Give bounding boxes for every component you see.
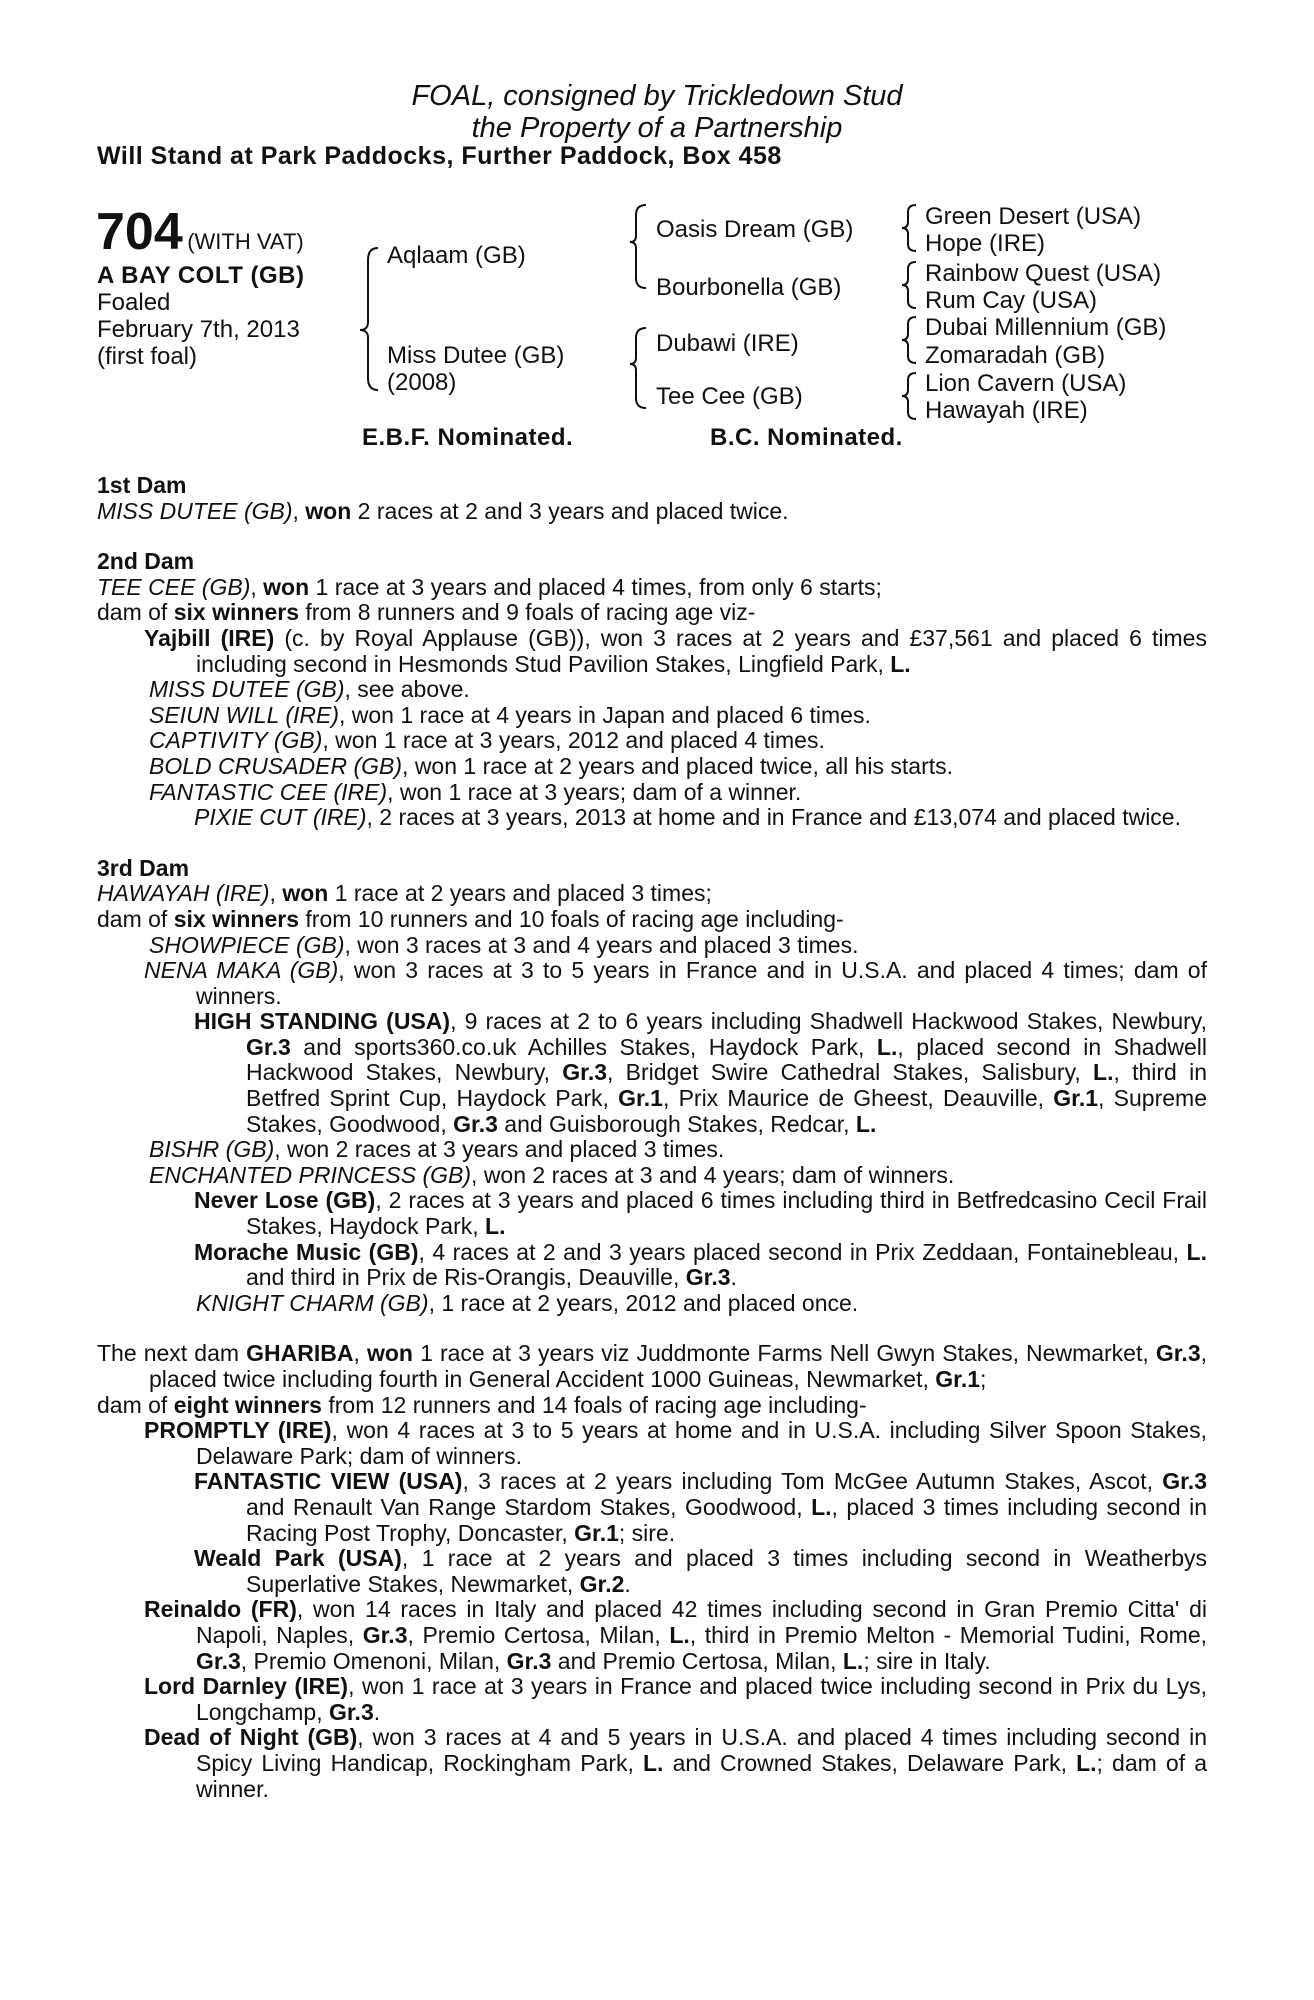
- foal-note: (first foal): [97, 343, 198, 370]
- group-mark: Gr.3: [562, 1059, 608, 1086]
- first-dam-text: 2 races at 2 and 3 years and placed twice.: [351, 497, 789, 524]
- race-record: 1 race at 3 years viz Juddmonte Farms Nell Gwyn Stakes, Newmarket,: [412, 1340, 1156, 1367]
- horse-name: Never Lose (GB): [194, 1187, 376, 1214]
- produce-morache-music: [97, 1240, 1207, 1291]
- horse-name: Morache Music (GB): [194, 1238, 419, 1265]
- pedigree-dam-dam: Tee Cee (GB): [656, 383, 803, 410]
- next-dam-name: GHARIBA: [246, 1340, 354, 1367]
- pedigree-sdd: Rum Cay (USA): [925, 287, 1098, 314]
- group-mark: Gr.1: [1053, 1085, 1099, 1112]
- produce-lord-darnley: [97, 1674, 1207, 1725]
- race-record: , 9 races at 2 to 6 years including Shadwell Hackwood Stakes, Newbury,: [450, 1008, 1207, 1035]
- race-record: , placed second in Shadwell Hackwood Stakes, Newbury,: [246, 1033, 1207, 1086]
- horse-name: CAPTIVITY (GB): [149, 727, 323, 754]
- race-record: , 1 race at 2 years, 2012 and placed once.: [428, 1289, 859, 1316]
- dam-of-post: from 8 runners and 9 foals of racing age viz-: [299, 599, 756, 626]
- dam-of-post: from 10 runners and 10 foals of racing age including-: [299, 905, 844, 932]
- race-record: , won 1 race at 2 years and placed twice, all his starts.: [402, 752, 954, 779]
- second-dam-produce: [97, 600, 1207, 626]
- horse-name: MISS DUTEE (GB): [149, 676, 345, 703]
- race-record: , won 14 races in Italy and placed 42 times including second in Gran Premio Citta' di Napoli, Naples,: [196, 1596, 1207, 1648]
- listed-mark: L.: [1076, 1749, 1097, 1776]
- listed-mark: L.: [890, 650, 911, 677]
- race-record: , Supreme Stakes, Goodwood,: [246, 1085, 1207, 1137]
- group-mark: Gr.3: [362, 1621, 408, 1648]
- second-dam-name: TEE CEE (GB): [97, 573, 251, 600]
- foaled-label: Foaled: [97, 289, 171, 316]
- race-record: ; sire in Italy.: [863, 1647, 991, 1674]
- race-record: ; sire.: [618, 1519, 676, 1546]
- produce-weald-park: [97, 1546, 1207, 1597]
- group-mark: Gr.3: [1162, 1468, 1207, 1495]
- produce-dead-of-night: [97, 1725, 1207, 1802]
- horse-name: Lord Darnley (IRE): [144, 1673, 349, 1700]
- race-record: and Crowned Stakes, Delaware Park,: [663, 1749, 1077, 1776]
- horse-name: BOLD CRUSADER (GB): [149, 752, 403, 779]
- race-record: and Renault Van Range Stardom Stakes, Goodwood,: [246, 1493, 812, 1520]
- third-dam-entry: HAWAYAH (IRE), won 1 race at 2 years and placed 3 times;: [97, 880, 712, 907]
- horse-name: Reinaldo (FR): [144, 1596, 297, 1623]
- location-line: Will Stand at Park Paddocks, Further Paddock, Box 458: [97, 142, 782, 170]
- horse-name: BISHR (GB): [149, 1136, 275, 1163]
- race-record: , 3 races at 2 years including Tom McGee Autumn Stakes, Ascot,: [462, 1468, 1163, 1495]
- produce-captivity: [97, 728, 1207, 754]
- group-mark: Gr.1: [574, 1519, 619, 1546]
- third-dam-won: won: [282, 880, 329, 907]
- horse-name: Weald Park (USA): [194, 1545, 402, 1572]
- race-record: , see above.: [344, 676, 470, 703]
- race-record: , won 2 races at 3 and 4 years; dam of winners.: [471, 1161, 955, 1188]
- pedigree-ssd: Hope (IRE): [925, 230, 1046, 257]
- horse-name: KNIGHT CHARM (GB): [196, 1289, 429, 1316]
- race-record: , won 2 races at 3 years and placed 3 times.: [274, 1136, 725, 1163]
- horse-name: SHOWPIECE (GB): [149, 931, 345, 958]
- group-mark: Gr.1: [935, 1366, 981, 1392]
- pedigree-dam-sire: Dubawi (IRE): [656, 330, 799, 357]
- race-record: , won 1 race at 3 years in France and placed twice including second in Prix du Lys, Longchamp,: [196, 1673, 1207, 1725]
- race-record: , 2 races at 3 years and placed 6 times including third in Betfredcasino Cecil Frail Stakes, Haydock Park,: [246, 1187, 1208, 1240]
- listed-mark: L.: [855, 1110, 877, 1137]
- listed-mark: L.: [643, 1749, 664, 1776]
- produce-fantastic-cee: [97, 780, 1207, 806]
- third-dam-produce: [97, 907, 1207, 933]
- horse-name: Yajbill (IRE): [144, 624, 275, 651]
- second-dam-won: won: [263, 573, 310, 600]
- horse-name: NENA MAKA (GB): [144, 957, 339, 984]
- produce-never-lose: [97, 1188, 1207, 1239]
- horse-name: FANTASTIC CEE (IRE): [149, 778, 388, 805]
- race-record: and Guisborough Stakes, Redcar,: [497, 1110, 856, 1137]
- produce-seiun-will: [97, 703, 1207, 729]
- produce-fantastic-view: [97, 1469, 1207, 1546]
- produce-knight-charm: [97, 1291, 1207, 1317]
- lot-number: 704: [96, 203, 183, 261]
- produce-showpiece: [97, 933, 1207, 959]
- race-record: , won 1 race at 3 years, 2012 and placed 4 times.: [322, 727, 825, 754]
- pedigree-dam-year: (2008): [387, 369, 457, 396]
- listed-mark: L.: [811, 1493, 832, 1520]
- next-dam-produce: [97, 1393, 1207, 1419]
- vat-label: (WITH VAT): [187, 229, 304, 254]
- horse-name: PIXIE CUT (IRE): [194, 804, 367, 831]
- horse-name: ENCHANTED PRINCESS (GB): [149, 1161, 472, 1188]
- dam-of-pre: dam of: [97, 599, 174, 626]
- listed-mark: L.: [669, 1621, 690, 1648]
- produce-miss-dutee: [97, 677, 1207, 703]
- produce-promptly: [97, 1418, 1207, 1469]
- pedigree-ddd: Hawayah (IRE): [925, 397, 1088, 424]
- group-mark: Gr.3: [453, 1110, 498, 1137]
- pedigree-sire-dam: Bourbonella (GB): [656, 274, 842, 301]
- dam-of-pre: dam of: [97, 905, 174, 932]
- ebf-nominated: E.B.F. Nominated.: [362, 424, 574, 451]
- horse-name: HIGH STANDING (USA): [194, 1008, 451, 1035]
- first-dam-heading: 1st Dam: [97, 472, 187, 498]
- listed-mark: L.: [876, 1033, 898, 1060]
- third-dam-heading: 3rd Dam: [97, 854, 190, 881]
- third-dam-name: HAWAYAH (IRE): [97, 880, 270, 907]
- group-mark: Gr.3: [196, 1647, 241, 1674]
- race-record: , won 3 races at 3 to 5 years in France and in U.S.A. and placed 4 times; dam of winners.: [196, 957, 1207, 1009]
- race-record: .: [373, 1698, 381, 1725]
- race-record: , 4 races at 2 and 3 years placed second in Prix Zeddaan, Fontainebleau,: [418, 1238, 1187, 1265]
- race-record: , third in Premio Melton - Memorial Tudini, Rome,: [689, 1621, 1207, 1648]
- second-dam-heading: 2nd Dam: [97, 548, 195, 575]
- race-record: ; dam of a winner.: [196, 1749, 1207, 1802]
- race-record: , won 1 race at 4 years in Japan and placed 6 times.: [339, 701, 871, 728]
- next-dam-pre: The next dam: [97, 1340, 247, 1367]
- consignor-line: FOAL, consigned by Trickledown Stud: [411, 80, 903, 112]
- separator: ,: [353, 1340, 367, 1367]
- third-dam-text: 1 race at 2 years and placed 3 times;: [328, 880, 712, 907]
- produce-yajbill: [97, 626, 1207, 677]
- race-record: , Bridget Swire Cathedral Stakes, Salisbury,: [607, 1059, 1094, 1086]
- pedigree-dam: Miss Dutee (GB): [387, 342, 565, 369]
- group-mark: Gr.3: [685, 1264, 731, 1291]
- group-mark: Gr.1: [618, 1085, 663, 1112]
- horse-name: FANTASTIC VIEW (USA): [194, 1468, 463, 1495]
- group-mark: Gr.3: [328, 1698, 374, 1725]
- race-record: , third in Betfred Sprint Cup, Haydock Park,: [246, 1059, 1207, 1112]
- race-record: ;: [980, 1366, 987, 1392]
- next-dam-entry: [97, 1341, 1207, 1392]
- race-record: .: [624, 1570, 631, 1597]
- race-record: .: [730, 1264, 737, 1291]
- property-line: the Property of a Partnership: [471, 112, 843, 144]
- race-record: , won 1 race at 3 years; dam of a winner.: [387, 778, 802, 805]
- race-record: , 1 race at 2 years and placed 3 times including second in Weatherbys Superlative Stakes, Newmarket,: [246, 1545, 1207, 1597]
- horse-name: Dead of Night (GB): [144, 1724, 358, 1751]
- produce-bishr: [97, 1137, 1207, 1163]
- horse-name: SEIUN WILL (IRE): [149, 701, 339, 728]
- race-record: and third in Prix de Ris-Orangis, Deauville,: [246, 1264, 686, 1291]
- race-record: , placed 3 times including second in Racing Post Trophy, Doncaster,: [246, 1493, 1207, 1546]
- produce-high-standing: [97, 1009, 1207, 1137]
- first-dam-entry: MISS DUTEE (GB), won 2 races at 2 and 3 years and placed twice.: [97, 497, 789, 524]
- pedigree-sss: Green Desert (USA): [925, 203, 1142, 230]
- produce-reinaldo: [97, 1597, 1207, 1674]
- produce-bold-crusader: [97, 754, 1207, 780]
- horse-name: PROMPTLY (IRE): [144, 1417, 332, 1444]
- dam-of-winners: six winners: [173, 905, 299, 932]
- group-mark: Gr.3: [246, 1033, 291, 1060]
- group-mark: Gr.2: [579, 1570, 625, 1597]
- race-record: (c. by Royal Applause (GB)), won 3 races at 2 years and £37,561 and placed 6 times including second in Hesmonds Stud Pavilion Stakes, Lingfield Park,: [196, 624, 1207, 677]
- race-record: , placed twice including fourth in General Accident 1000 Guineas, Newmarket,: [149, 1340, 1208, 1392]
- listed-mark: L.: [1093, 1059, 1114, 1086]
- catalogue-body: [97, 473, 1207, 1802]
- race-record: , Prix Maurice de Gheest, Deauville,: [662, 1085, 1054, 1112]
- race-record: , Premio Omenoni, Milan,: [240, 1647, 507, 1674]
- foaled-date: February 7th, 2013: [97, 316, 300, 343]
- dam-of-pre: dam of: [97, 1391, 174, 1418]
- race-record: and Premio Certosa, Milan,: [551, 1647, 843, 1674]
- first-dam-won: won: [305, 497, 352, 524]
- dam-of-winners: six winners: [173, 599, 299, 626]
- second-dam-entry: TEE CEE (GB), won 1 race at 3 years and placed 4 times, from only 6 starts;: [97, 573, 882, 600]
- first-dam-name: MISS DUTEE (GB): [97, 497, 293, 524]
- second-dam-text: 1 race at 3 years and placed 4 times, from only 6 starts;: [309, 573, 882, 600]
- race-record: , won 3 races at 3 and 4 years and placed 3 times.: [344, 931, 859, 958]
- produce-pixie-cut: [97, 805, 1207, 831]
- race-record: , won 3 races at 4 and 5 years in U.S.A. and placed 4 times including second in Spicy Living Handicap, Rockingham Park,: [196, 1724, 1207, 1776]
- lot-name: A BAY COLT (GB): [97, 262, 305, 289]
- next-dam-won: won: [366, 1340, 413, 1367]
- listed-mark: L.: [1186, 1238, 1207, 1265]
- bc-nominated: B.C. Nominated.: [710, 424, 903, 451]
- listed-mark: L.: [485, 1213, 506, 1240]
- race-record: , 2 races at 3 years, 2013 at home and in France and £13,074 and placed twice.: [366, 804, 1181, 831]
- group-mark: Gr.3: [506, 1647, 552, 1674]
- listed-mark: L.: [842, 1647, 864, 1674]
- dam-of-post: from 12 runners and 14 foals of racing age including-: [321, 1391, 867, 1418]
- produce-enchanted-princess: [97, 1163, 1207, 1189]
- pedigree-dss: Dubai Millennium (GB): [925, 314, 1167, 341]
- pedigree-dsd: Zomaradah (GB): [925, 342, 1106, 369]
- pedigree-sire-sire: Oasis Dream (GB): [656, 216, 854, 243]
- race-record: , won 4 races at 3 to 5 years at home and in U.S.A. including Silver Spoon Stakes, Delaware Park; dam of winners.: [196, 1417, 1207, 1469]
- pedigree-sire: Aqlaam (GB): [387, 242, 526, 269]
- dam-of-winners: eight winners: [173, 1391, 322, 1418]
- produce-nena-maka: [97, 958, 1207, 1009]
- race-record: and sports360.co.uk Achilles Stakes, Haydock Park,: [290, 1033, 877, 1060]
- group-mark: Gr.3: [1155, 1340, 1201, 1367]
- pedigree-sds: Rainbow Quest (USA): [925, 260, 1162, 287]
- race-record: , Premio Certosa, Milan,: [407, 1621, 670, 1648]
- pedigree-dds: Lion Cavern (USA): [925, 370, 1127, 397]
